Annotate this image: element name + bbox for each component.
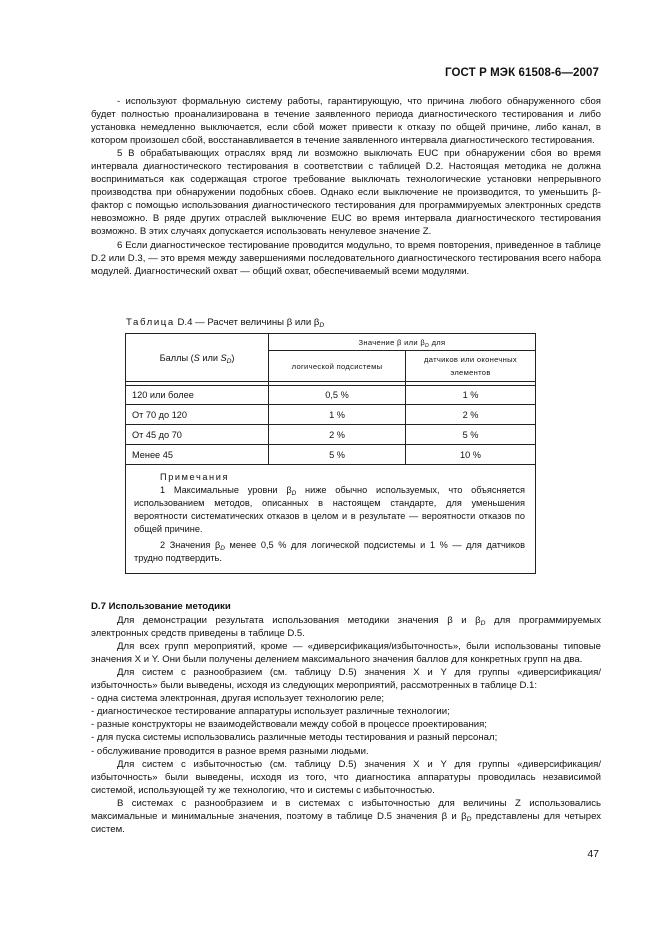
notes-title: Примечания [160, 472, 230, 482]
table-row: От 45 до 70 2 % 5 % [126, 425, 536, 445]
note-1: 1 Максимальные уровни $\beta_D$ ниже обычно используемых, что объясняется использованием методов, описанных в настоящем стандарте, для уменьшения вероятности систематических отказов в целом и в результате — вероятности отказов по общей причине. [134, 485, 525, 534]
beta-table [125, 333, 536, 574]
bullet-item: - обслуживание проводится в разное время разными людьми. [91, 745, 369, 757]
bullet-item: - для пуска системы использовались различные методы тестирования и разный персонал; [91, 732, 498, 744]
section-paragraph-5: В системах с разнообразием и в системах с избыточностью для величины Z использовались максимальные и минимальные значения, поэтому в таблице D.5 значения β и $\beta_D$ представлены для четырех систем. [91, 797, 602, 835]
table-caption-sub: D [319, 322, 325, 329]
page-number: 47 [587, 848, 599, 860]
table-caption-word: Таблица [126, 317, 175, 328]
score-header: Баллы (S или $S_D$) [126, 334, 269, 382]
section-d7 [91, 600, 601, 836]
paragraph-bullet: - используют формальную систему работы, гарантирующую, что причина любого обнаруженного сбоя будет полностью проанализирована в течение заявленного периода диагностического тестирования и либо установка немедленно выключается, если сбой может привести к отказу по общей причине, либо канал, в котором произошел сбой, восстанавливается в течение заявленного интервала диагностического тестирования. [91, 96, 601, 147]
intro-text [91, 95, 601, 278]
section-paragraph-4: Для систем с избыточностью (см. таблицу D.5) значения X и Y для группы «диверсификация/избыточность» были выведены, исходя из того, что диагностика аппаратуры проводилась независимой системой, использующей ту же технологию, что и системы с избыточностью. [91, 758, 601, 796]
paragraph-5: 5 В обрабатывающих отраслях вряд ли возможно выключать EUC при обнаружении сбоя во время интервала диагностического тестирования в соответствии с таблицей D.2. Настоящая методика не должна восприниматься как содержащая строгое требование выключать технологические установки непрерывного производства при обнаружении подобных сбоев. Однако если выключение не производится, то уменьшить β-фактор с помощью использования диагностического тестирования для программируемых электронных средств невозможно. В ряде других отраслей выключение EUC во время интервала диагностического тестирования возможно. В этих случаях допускается использовать ненулевое значение Z. [91, 148, 601, 238]
bullet-item: - одна система электронная, другая использует технологию реле; [91, 693, 385, 705]
bullet-item: - разные конструкторы не взаимодействовали между собой в процессе проектирования; [91, 719, 487, 731]
table-caption-text: D.4 — Расчет величины β или β [177, 317, 320, 328]
table-notes [126, 465, 536, 574]
table-row: Менее 45 5 % 10 % [126, 445, 536, 465]
logic-subsystem-header: логической подсистемы [269, 351, 406, 382]
table-row: 120 или более 0,5 % 1 % [126, 386, 536, 405]
document-header: ГОСТ Р МЭК 61508-6—2007 [445, 67, 599, 79]
note-2: 2 Значения $\beta_D$ менее 0,5 % для логической подсистемы и 1 % — для датчиков трудно подтвердить. [134, 540, 526, 563]
table-caption [126, 317, 324, 328]
section-paragraph-2: Для всех групп мероприятий, кроме — «диверсификация/избыточность», были использованы типовые значения X и Y. Они были получены делением максимального значения баллов для конкретных групп на два. [91, 641, 601, 666]
sensors-header: датчиков или оконечных элементов [406, 351, 536, 382]
group-header: Значение β или $\beta_D$ для [269, 334, 536, 351]
paragraph-6: 6 Если диагностическое тестирование проводится модульно, то время повторения, приведенное в таблице D.2 или D.3, — это время между завершениями последовательного диагностического тестирования всего набора модулей. Диагностический охват — общий охват, обеспечиваемый всеми модулями. [91, 239, 601, 277]
bullet-item: - диагностическое тестирование аппаратуры использует различные технологии; [91, 706, 450, 718]
section-paragraph-3: Для систем с разнообразием (см. таблицу D.5) значения X и Y для группы «диверсификация/избыточность» были выведены, исходя из следующих мероприятий, рассмотренных в таблице D.1: [91, 667, 601, 692]
section-title: D.7 Использование методики [91, 601, 231, 612]
section-paragraph-1: Для демонстрации результата использования методики значения β и $\beta_D$ для программируемых электронных средств приведены в таблице D.5. [91, 615, 601, 640]
table-row: От 70 до 120 1 % 2 % [126, 405, 536, 425]
